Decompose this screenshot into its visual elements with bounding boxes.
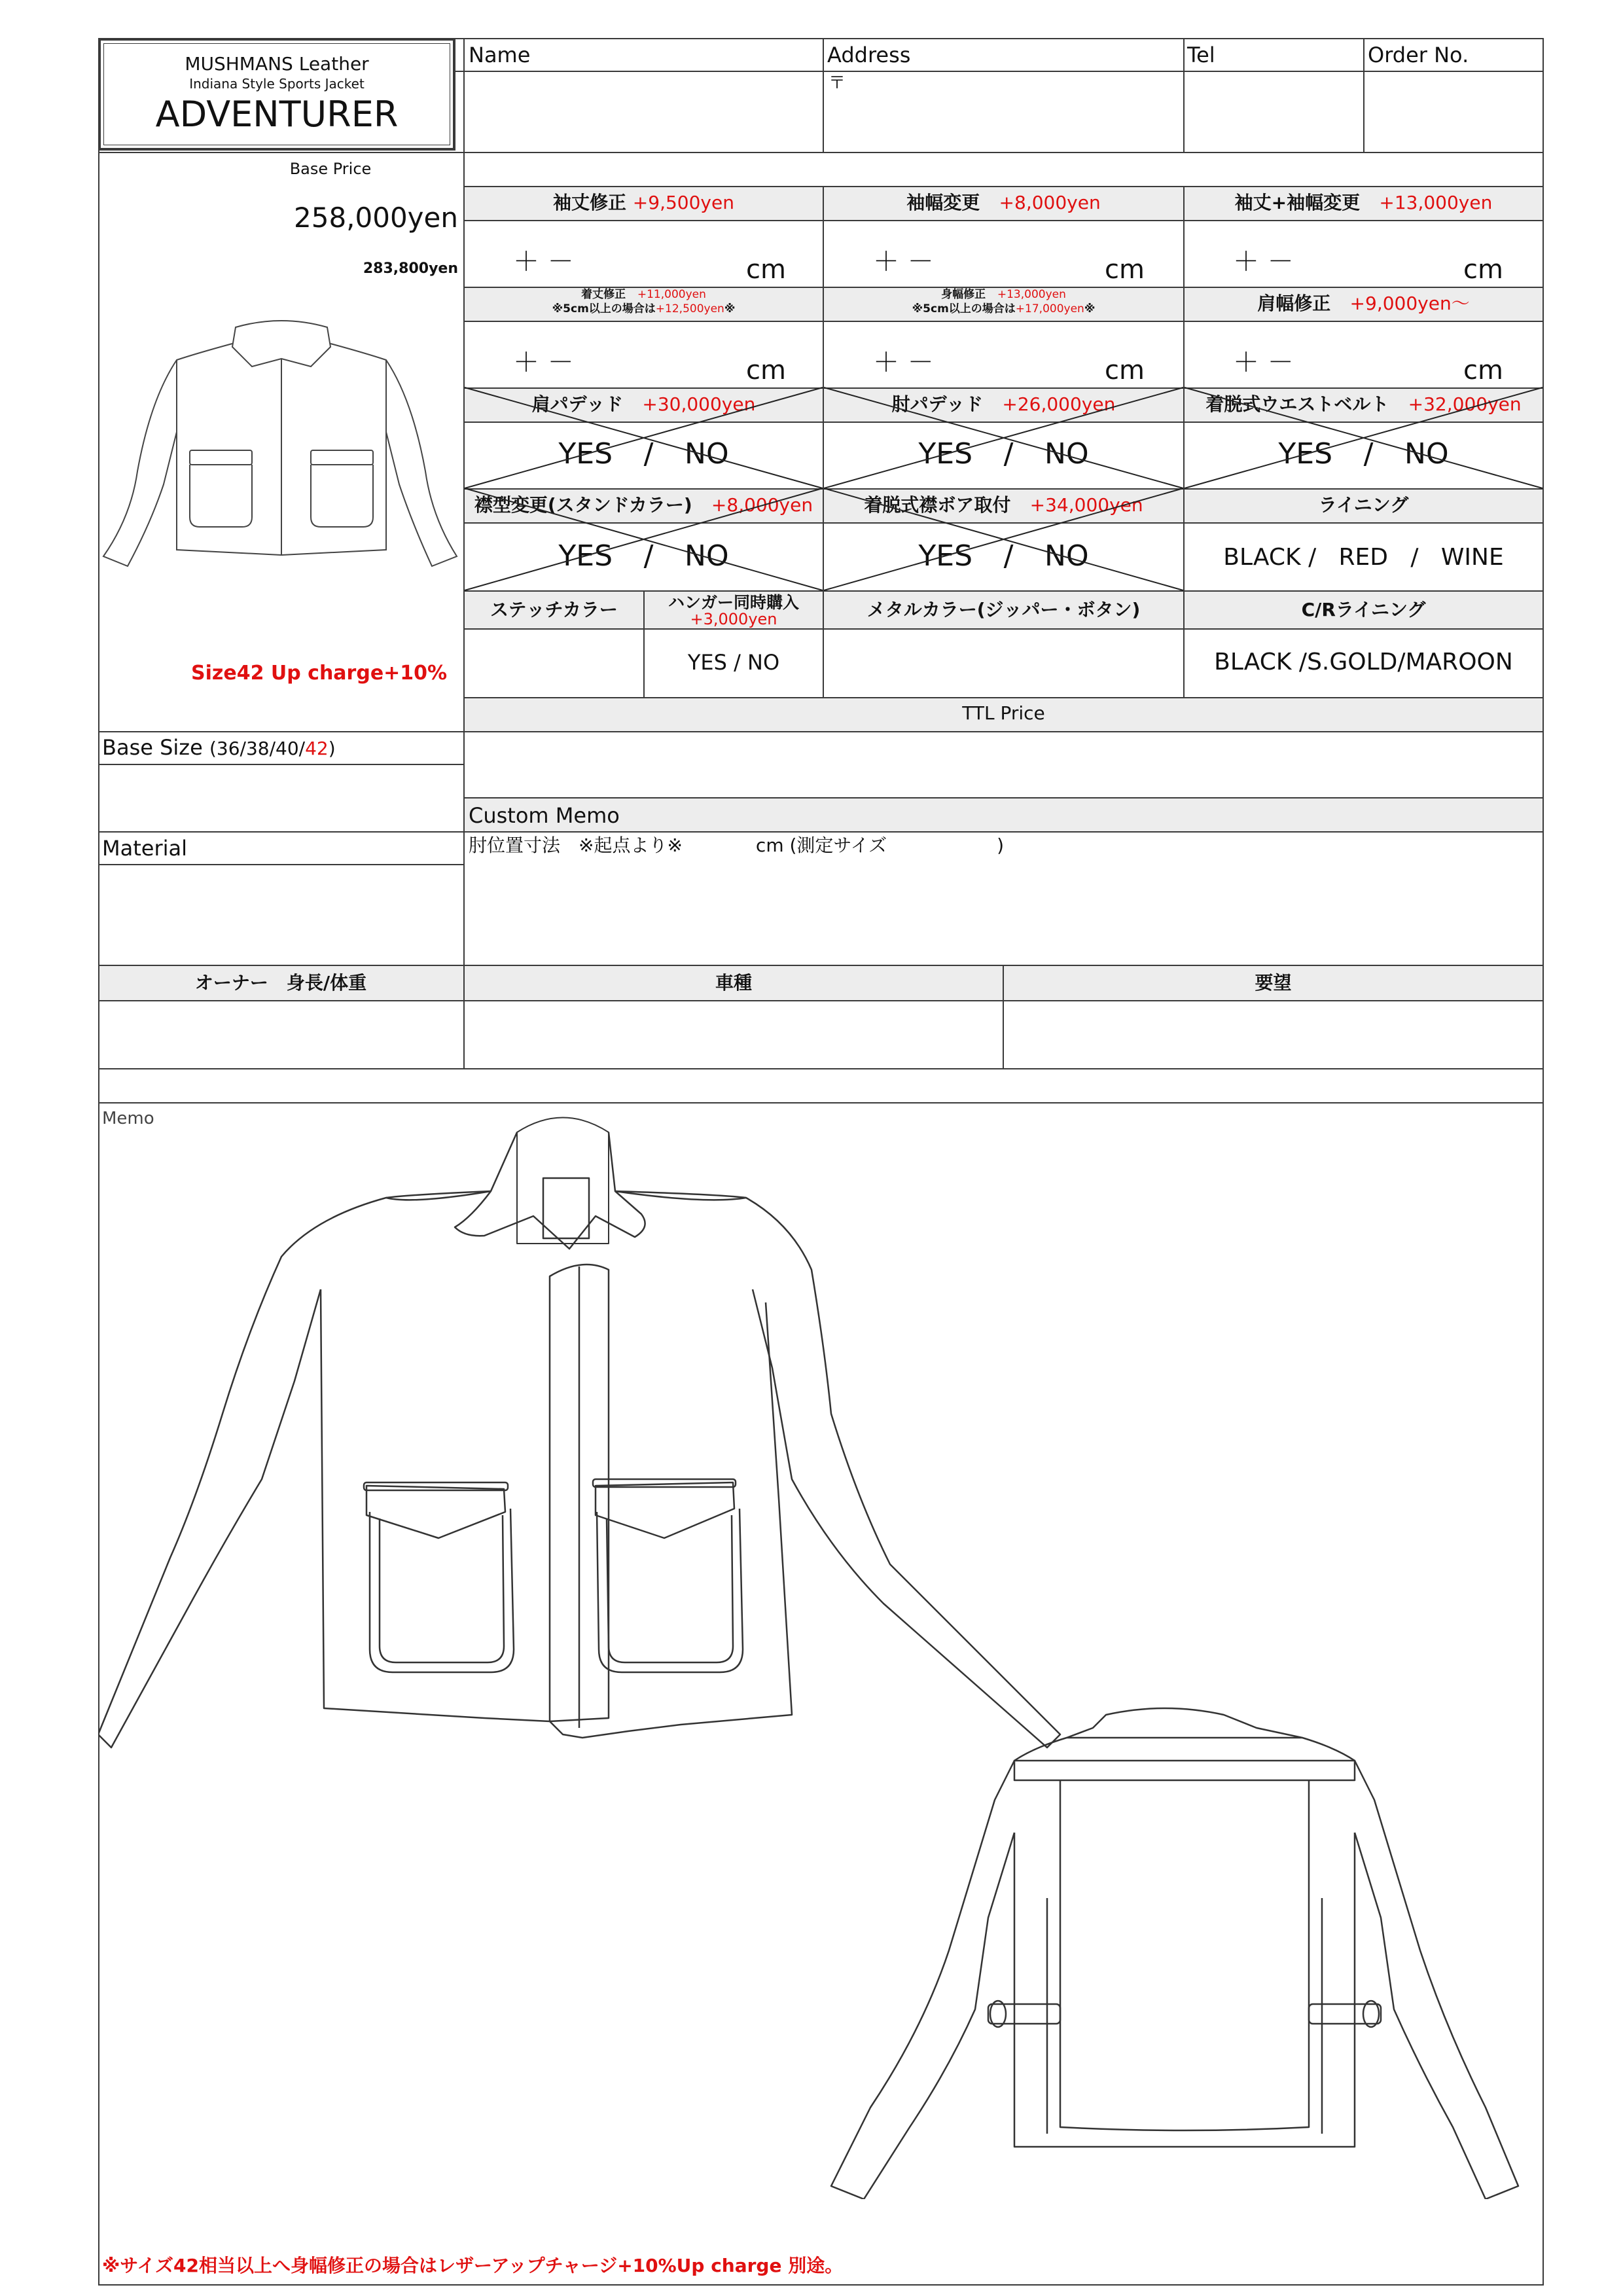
brand-maker: MUSHMANS Leather [185, 53, 369, 75]
sleeve-width-price: +8,000yen [999, 192, 1101, 213]
custom-memo-label: Custom Memo [469, 803, 620, 828]
metal-color-header: メタルカラー(ジッパー・ボタン) [866, 599, 1141, 620]
sleeve-width-unit: cm [1105, 255, 1145, 285]
cr-lining-choices[interactable]: BLACK /S.GOLD/MAROON [1214, 649, 1513, 675]
base-size-prefix: (36/38/40/ [209, 738, 306, 759]
material-label: Material [102, 836, 187, 861]
body-width-note-price: +17,000yen [1015, 302, 1084, 315]
body-length-note-price: +12,500yen [655, 302, 724, 315]
sleeve-both-pm[interactable]: ＋ － [1233, 247, 1294, 277]
hanger-yes-no[interactable]: YES / NO [687, 650, 780, 675]
body-width-pm[interactable]: ＋ － [873, 348, 934, 378]
tax-included-price: 283,800yen [363, 260, 458, 277]
boa-collar-yes[interactable]: YES [918, 539, 973, 573]
lining-choices[interactable]: BLACK / RED / WINE [1223, 544, 1504, 571]
lining-red[interactable]: RED [1338, 544, 1389, 571]
brand-subtitle: Indiana Style Sports Jacket [189, 76, 365, 92]
hanger-price: +3,000yen [690, 610, 777, 628]
order-no-label: Order No. [1368, 43, 1469, 67]
waist-belt-no[interactable]: NO [1404, 437, 1449, 471]
sleeve-both-price: +13,000yen [1379, 192, 1493, 213]
sleeve-length-label: 袖丈修正 [553, 192, 627, 213]
body-length-note-suffix: ※ [724, 302, 736, 315]
body-length-pm[interactable]: ＋ － [513, 348, 574, 378]
shoulder-pad-no[interactable]: NO [685, 437, 729, 471]
body-length-note-prefix: ※5cm以上の場合は [552, 302, 656, 315]
body-width-note-prefix: ※5cm以上の場合は [912, 302, 1016, 315]
elbow-position-line[interactable]: 肘位置寸法 ※起点より※ cm (測定サイズ ) [469, 834, 1005, 856]
boa-collar-price: +34,000yen [1029, 494, 1143, 516]
sleeve-length-pm[interactable]: ＋ － [513, 247, 574, 277]
collar-slash: / [643, 539, 654, 573]
shoulder-width-unit: cm [1463, 355, 1503, 386]
body-length-unit: cm [746, 355, 786, 386]
jacket-front-drawing [98, 1106, 1067, 1774]
shoulder-width-price: +9,000yen～ [1349, 293, 1470, 314]
body-length-label: 着丈修正 [581, 288, 626, 301]
elbow-pad-slash: / [1003, 437, 1014, 471]
sleeve-length-unit: cm [746, 255, 786, 285]
base-size-highlight: 42 [305, 738, 329, 759]
collar-yes[interactable]: YES [558, 539, 613, 573]
memo-label: Memo [102, 1109, 154, 1128]
hanger-header: ハンガー同時購入 [668, 593, 799, 612]
shoulder-pad-label: 肩パデッド [531, 393, 624, 415]
sleeve-length-price: +9,500yen [632, 192, 734, 213]
ttl-price-label: TTL Price [962, 702, 1045, 724]
stitch-color-header: ステッチカラー [490, 599, 618, 620]
elbow-pad-label: 肘パデッド [891, 393, 984, 415]
base-size-title: Base Size [102, 735, 203, 760]
sleeve-width-label: 袖幅変更 [906, 192, 980, 213]
waist-belt-label: 着脱式ウエストベルト [1205, 393, 1389, 415]
base-size-suffix: ) [328, 738, 336, 759]
boa-collar-slash: / [1003, 539, 1014, 573]
waist-belt-yes[interactable]: YES [1278, 437, 1333, 471]
shoulder-pad-yes[interactable]: YES [558, 437, 613, 471]
sleeve-both-unit: cm [1463, 255, 1503, 285]
vehicle-header: 車種 [715, 972, 752, 994]
shoulder-pad-slash: / [643, 437, 654, 471]
address-label: Address [827, 43, 911, 67]
collar-price: +8,000yen [711, 494, 813, 516]
shoulder-width-label: 肩幅修正 [1257, 293, 1331, 314]
tel-label: Tel [1187, 43, 1215, 67]
body-width-note-suffix: ※ [1084, 302, 1096, 315]
owner-header: オーナー 身長/体重 [194, 972, 367, 994]
boa-collar-no[interactable]: NO [1044, 539, 1089, 573]
boa-collar-label: 着脱式襟ボア取付 [864, 494, 1011, 516]
request-header: 要望 [1255, 972, 1292, 994]
shoulder-width-pm[interactable]: ＋ － [1233, 348, 1294, 378]
body-width-label: 身幅修正 [941, 288, 986, 301]
jacket-back-drawing [798, 1702, 1531, 2199]
body-length-price: +11,000yen [637, 288, 706, 301]
elbow-pad-yes[interactable]: YES [918, 437, 973, 471]
name-label: Name [469, 43, 531, 67]
lining-wine[interactable]: WINE [1440, 544, 1504, 571]
waist-belt-price: +32,000yen [1408, 393, 1522, 415]
lining-header: ライニング [1318, 494, 1409, 516]
postal-mark: 〒 [829, 73, 846, 93]
collar-no[interactable]: NO [685, 539, 729, 573]
cr-lining-header: C/Rライニング [1301, 599, 1426, 620]
elbow-pad-price: +26,000yen [1002, 393, 1116, 415]
sleeve-both-label: 袖丈+袖幅変更 [1234, 192, 1361, 213]
brand-model: ADVENTURER [155, 94, 399, 135]
footer-note: ※サイズ42相当以上へ身幅修正の場合はレザーアップチャージ+10%Up charge 別途。 [102, 2255, 844, 2276]
sleeve-width-pm[interactable]: ＋ － [873, 247, 934, 277]
elbow-pad-no[interactable]: NO [1044, 437, 1089, 471]
waist-belt-slash: / [1363, 437, 1374, 471]
size-up-charge: Size42 Up charge+10% [191, 662, 448, 685]
body-width-unit: cm [1105, 355, 1145, 386]
shoulder-pad-price: +30,000yen [642, 393, 756, 415]
collar-label: 襟型変更(スタンドカラー) [474, 494, 692, 516]
base-price-label: Base Price [289, 160, 372, 178]
body-width-price: +13,000yen [997, 288, 1066, 301]
lining-black[interactable]: BLACK [1223, 544, 1301, 571]
base-price-value: 258,000yen [294, 202, 458, 234]
